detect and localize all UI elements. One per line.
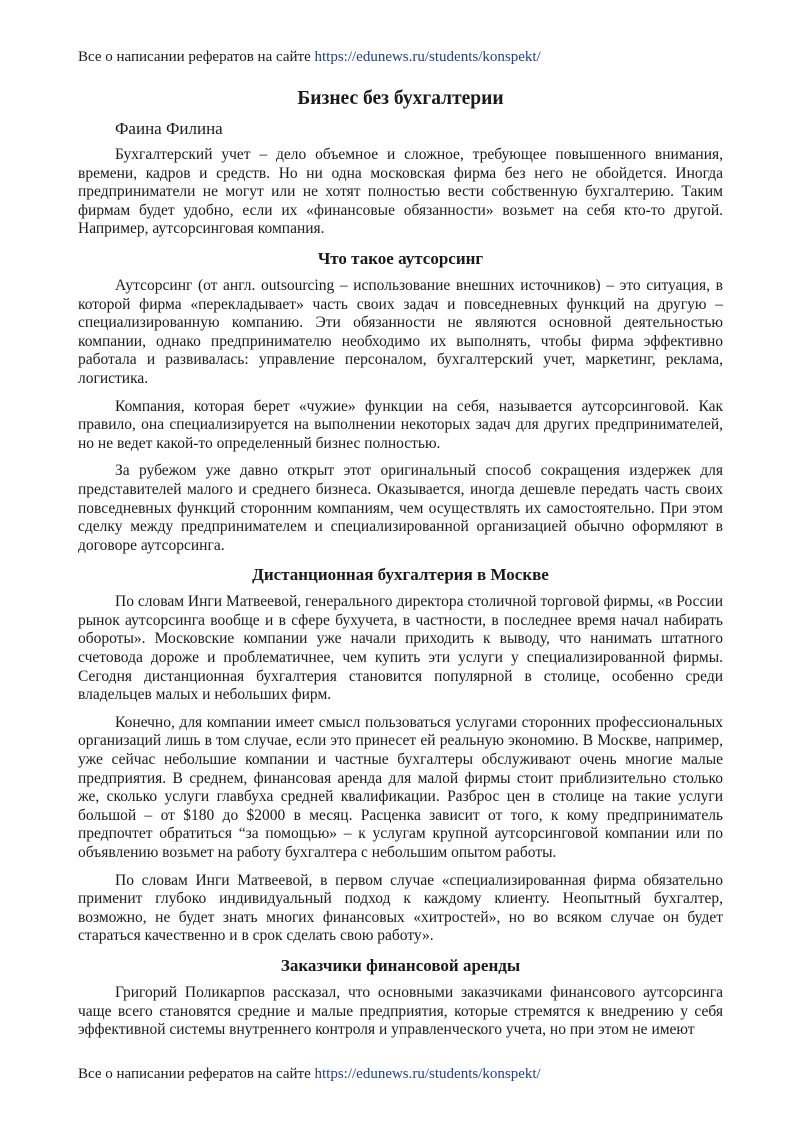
document-title: Бизнес без бухгалтерии — [297, 88, 504, 109]
footer-text: Все о написании рефератов на сайте — [78, 1066, 311, 1082]
paragraph: За рубежом уже давно открыт этот оригинальный способ сокращения издержек для представителей малого и среднего бизнеса. Оказывается, иногда дешевле передать часть своих повседневных функций сторонним компаниям, чем осуществлять их самостоятельно. При этом сделку между предпринимателем и специализированной организацией обычно оформляют в договоре аутсорсинга. — [78, 462, 723, 554]
intro-paragraph: Бухгалтерский учет – дело объемное и сложное, требующее повышенного внимания, времени, кадров и средств. Но ни одна московская фирма без него не обойдется. Иногда предприниматели не могут или не хотят полностью вести собственную бухгалтерию. Таким фирмам будет удобно, если их «финансовые обязанности» возьмет на себя кто-то другой. Например, аутсорсинговая компания. — [78, 146, 723, 238]
paragraph: По словам Инги Матвеевой, генерального директора столичной торговой фирмы, «в России рынок аутсорсинга вообще и в сфере бухучета, в частности, в последнее время начал набирать обороты». Московские компании уже начали приходить к выводу, что нанимать штатного счетовода дороже и проблематичнее, чем купить эти услуги у специализированной фирмы. Сегодня дистанционная бухгалтерия становится популярной в столице, особенно среди владельцев малых и небольших фирм. — [78, 593, 723, 704]
section-heading-customers: Заказчики финансовой аренды — [280, 955, 521, 975]
document-body — [78, 86, 723, 1049]
page-footer — [78, 1064, 541, 1084]
header-text: Все о написании рефератов на сайте — [78, 49, 311, 65]
footer-link[interactable]: https://edunews.ru/students/konspekt/ — [314, 1066, 541, 1082]
paragraph: Конечно, для компании имеет смысл пользоваться услугами сторонних профессиональных организаций лишь в том случае, если это принесет ей реальную экономию. В Москве, например, уже сейчас небольшие компании и частные бухгалтеры обслуживают очень многие малые предприятия. В среднем, финансовая аренда для малой фирмы стоит приблизительно столько же, сколько услуги главбуха средней квалификации. Разброс цен в столице на такие услуги большой – от $180 до $2000 в месяц. Расценка зависит от того, к кому предприниматель предпочтет обратиться “за помощью» – к услугам крупной аутсорсинговой компании или по объявлению возьмет на работу бухгалтера с небольшим опытом работы. — [78, 713, 723, 861]
paragraph: Аутсорсинг (от англ. outsourcing – использование внешних источников) – это ситуация, в которой фирма «перекладывает» часть своих задач и повседневных функций на другую – специализированную компанию. Эти обязанности не являются основной деятельностью компании, однако предпринимателю необходимо их выполнять, чтобы фирма эффективно работала и развивалась: управление персоналом, бухгалтерский учет, маркетинг, реклама, логистика. — [78, 276, 723, 387]
section-heading-outsourcing: Что такое аутсорсинг — [317, 248, 484, 268]
paragraph: Компания, которая берет «чужие» функции на себя, называется аутсорсинговой. Как правило, она специализируется на выполнении некоторых задач для других предпринимателей, но не ведет какой-то определенный бизнес полностью. — [78, 397, 723, 452]
paragraph: По словам Инги Матвеевой, в первом случае «специализированная фирма обязательно применит глубоко индивидуальный подход к каждому клиенту. Неопытный бухгалтер, возможно, не будет знать многих финансовых «хитростей», но во всяком случае он будет стараться качественно и в срок сделать свою работу». — [78, 871, 723, 945]
header-link[interactable]: https://edunews.ru/students/konspekt/ — [314, 49, 541, 65]
author-name: Фаина Филина — [115, 119, 223, 138]
document-page — [78, 0, 723, 1131]
section-heading-remote-accounting: Дистанционная бухгалтерия в Москве — [252, 565, 549, 585]
paragraph: Григорий Поликарпов рассказал, что основными заказчиками финансового аутсорсинга чаще всего становятся средние и малые предприятия, которые стремятся к внедрению у себя эффективной системы внутреннего контроля и управленческого учета, но при этом не имеют — [78, 983, 723, 1039]
page-header — [78, 47, 541, 67]
